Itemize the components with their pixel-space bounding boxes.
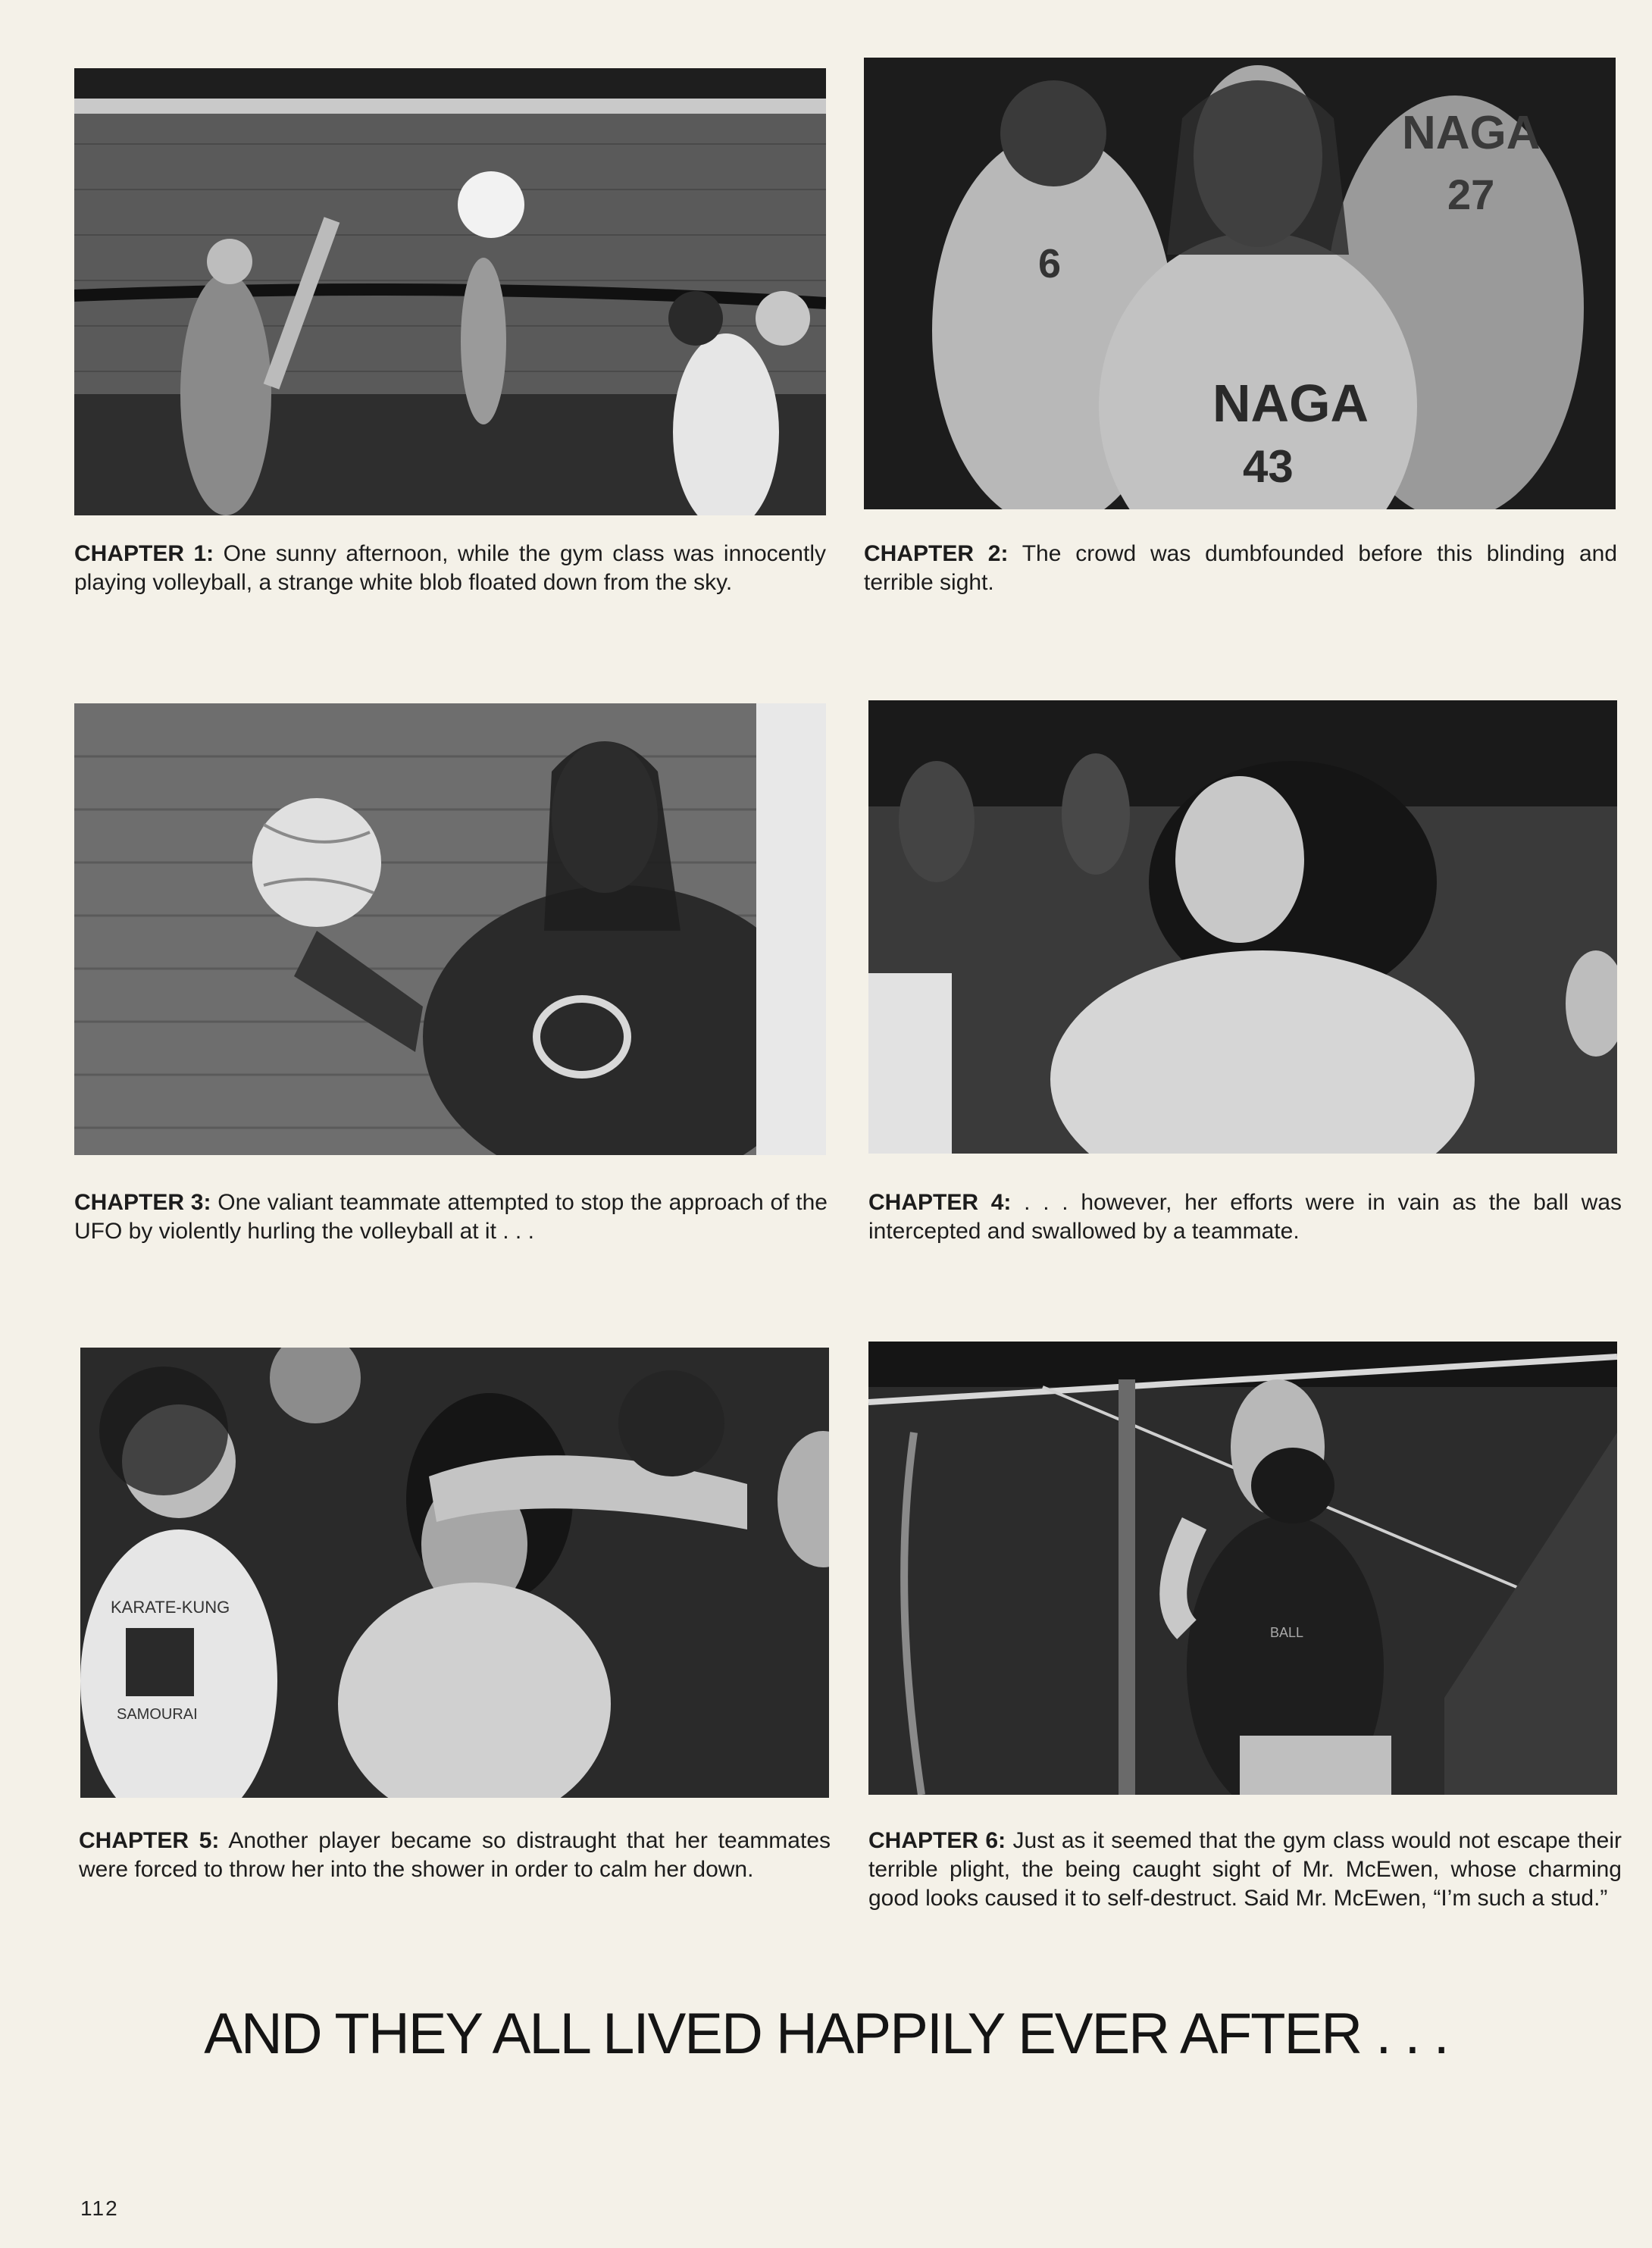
photo-chapter-6 — [868, 1342, 1617, 1795]
caption-chapter-2 — [864, 540, 1617, 597]
caption-text: The crowd was dumbfounded before this blinding and terrible sight. — [864, 541, 1617, 595]
chapter-label: CHAPTER 4: — [868, 1190, 1012, 1215]
caption-chapter-4 — [868, 1188, 1622, 1246]
caption-chapter-1 — [74, 540, 826, 597]
jersey-text-a: NAGA — [1402, 107, 1541, 159]
jersey-number-b: 43 — [1243, 441, 1294, 492]
chapter-label: CHAPTER 1: — [74, 541, 214, 566]
photo-chapter-4 — [868, 700, 1617, 1154]
caption-chapter-6 — [868, 1827, 1622, 1913]
chapter-label: CHAPTER 6: — [868, 1828, 1006, 1853]
caption-chapter-5 — [79, 1827, 831, 1884]
caption-text: . . . however, her efforts were in vain as the ball was intercepted and swallowed by a teammate. — [868, 1190, 1622, 1244]
photo-chapter-5 — [80, 1348, 829, 1798]
caption-text: Just as it seemed that the gym class would not escape their terrible plight, the being caught sight of Mr. McEwen, whose charming good looks caused it to self-destruct. Said Mr. McEwen, “I’m such a stud.” — [868, 1828, 1622, 1911]
caption-text: One valiant teammate attempted to stop the approach of the UFO by violently hurling the volleyball at it . . . — [74, 1190, 828, 1244]
chapter-label: CHAPTER 5: — [79, 1828, 220, 1853]
photo-chapter-3 — [74, 703, 826, 1155]
closing-headline: AND THEY ALL LIVED HAPPILY EVER AFTER . . . — [204, 2002, 1448, 2066]
caption-chapter-3 — [74, 1188, 828, 1246]
chapter-label: CHAPTER 2: — [864, 541, 1009, 566]
caption-text: Another player became so distraught that her teammates were forced to throw her into the shower in order to calm her down. — [79, 1828, 831, 1882]
photo-chapter-2 — [864, 58, 1616, 509]
coach-shirt-text: BALL — [1270, 1625, 1304, 1640]
shirt-text-bottom: SAMOURAI — [117, 1706, 198, 1723]
jersey-number-c: 6 — [1038, 241, 1062, 286]
photo-chapter-1 — [74, 68, 826, 515]
page-number: 112 — [80, 2196, 119, 2220]
jersey-number-a: 27 — [1447, 171, 1495, 218]
chapter-label: CHAPTER 3: — [74, 1190, 211, 1215]
jersey-text-b: NAGA — [1212, 374, 1369, 433]
caption-text: One sunny afternoon, while the gym class was innocently playing volleyball, a strange white blob floated down from the sky. — [74, 541, 826, 595]
shirt-text-top: KARATE-KUNG — [111, 1598, 230, 1617]
